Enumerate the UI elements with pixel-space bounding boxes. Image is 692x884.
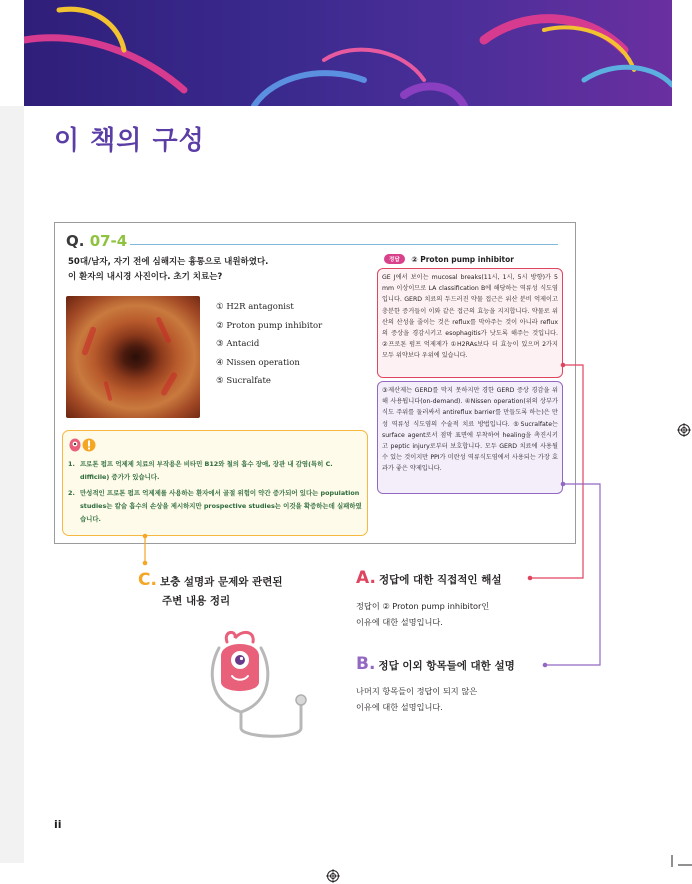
page-title: 이 책의 구성 — [54, 126, 205, 156]
legend-c-line2: 주변 내용 정리 — [162, 595, 231, 607]
registration-mark-icon — [677, 423, 691, 437]
legend-a-body — [356, 598, 489, 630]
page-number: ii — [54, 818, 62, 831]
option-3: ③ Antacid — [216, 339, 260, 349]
answer-title: ② Proton pump inhibitor — [411, 255, 514, 264]
legend-b-body-line1: 나머지 항목들이 정답이 되지 않은 — [356, 686, 478, 696]
legend-a-heading — [356, 567, 501, 591]
stethoscope-mascot-icon — [205, 630, 315, 750]
legend-a-body-line1: 정답이 ② Proton pump inhibitor인 — [356, 601, 490, 611]
legend-b-heading — [356, 653, 515, 677]
option-5: ⑤ Sucralfate — [216, 376, 271, 386]
tip-item: 1. 프로톤 펌프 억제제 치료의 부작용은 비타민 B12와 철의 흡수 장애, 장관 내 감염(특히 C. difficile) 증가가 있습니다. — [68, 460, 333, 481]
option-4: ④ Nissen operation — [216, 357, 300, 368]
legend-b-letter: B. — [356, 654, 376, 674]
registration-mark-icon — [326, 869, 340, 883]
question-prefix: Q. — [66, 232, 85, 250]
option-2: ② Proton pump inhibitor — [216, 320, 323, 331]
legend-b-title: 정답 이외 항목들에 대한 설명 — [378, 660, 515, 672]
answer-explanation-a-text: GE J에서 보이는 mucosal breaks(11시, 1시, 5시 방향)가 5 mm 이상이므로 LA classification B에 해당하는 역류성 식도염입니다. GERD 치료의 두드러진 약물 접근은 위산 분비 억제이고 충분한 증거들이 이와 같은 접근의 효능을 지지합니다. 약물로 위산의 산성을 줄이는 것은 reflux를 막아주는 것이 아니라 reflux의 증상을 경감시키고 esophagitis가 낫도록 해주는 것입니다. ②프로톤 펌프 억제제가 ①H2RAs보다 더 효능이 있으며 2가지 모두 위약보다 우위에 있습니다. — [382, 274, 558, 360]
legend-a-body-line2: 이유에 대한 설명입니다. — [356, 617, 443, 627]
legend-c-heading — [138, 570, 282, 592]
answer-explanation-b-text: ③제산제는 GERD를 막지 못하지만 경한 GERD 증상 경감을 위해 사용됩니다(on-demand). ④Nissen operation(위의 상부가 식도 주위를 둘러싸서 antireflux barrier를 만들도록 하는)은 만성 역류성 식도염의 수술적 치료 방법입니다. ⑤Sucralfate는 surface agent로서 점막 표면에 부착하여 healing을 촉진시키고 peptic injury로부터 보호합니다. 모두 GERD 치료에 사용될 수 있는 것이지만 PPI가 미란성 역류식도염에서 사용되는 가장 효과가 좋은 약제입니다. — [382, 387, 558, 473]
crop-mark-icon — [660, 855, 692, 884]
legend-a-title: 정답에 대한 직접적인 해설 — [378, 574, 502, 586]
legend-c-letter: C. — [138, 570, 157, 590]
legend-b-body-line2: 이유에 대한 설명입니다. — [356, 702, 443, 712]
question-line-2: 이 환자의 내시경 사진이다. 초기 치료는? — [68, 272, 223, 282]
answer-badge: 정답 — [384, 254, 405, 264]
question-number: 07-4 — [89, 232, 128, 250]
tip-item: 2. 만성적인 프로톤 펌프 억제제를 사용하는 환자에서 골절 위험이 약간 증가되어 있다는 population studies는 칼슘 흡수의 손상을 제시하지만 prospective studies는 이것을 확증하는데 실패하였습니다. — [68, 489, 362, 523]
option-1: ① H2R antagonist — [216, 302, 294, 312]
legend-a-letter: A. — [356, 568, 376, 588]
legend-c-line1: 보충 설명과 문제와 관련된 — [159, 576, 283, 588]
question-line-1: 50대/남자, 자기 전에 심해지는 흉통으로 내원하였다. — [68, 257, 269, 267]
legend-b-body — [356, 683, 477, 715]
